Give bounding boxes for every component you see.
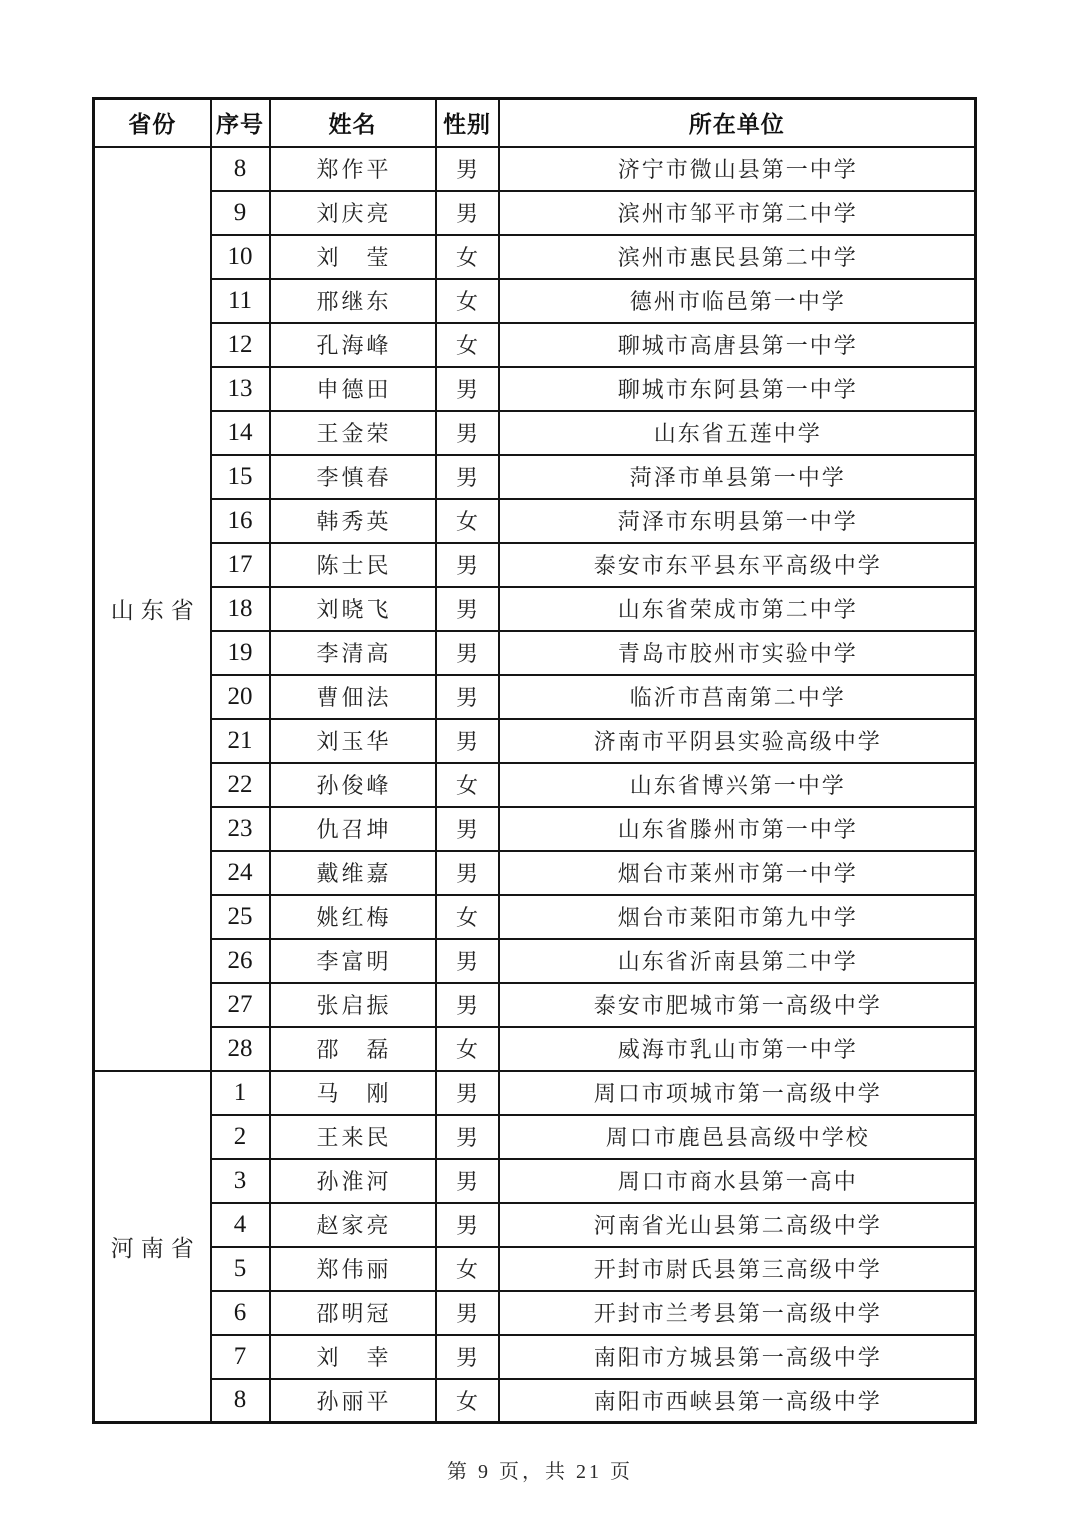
unit-cell: 菏泽市东明县第一中学	[499, 499, 976, 543]
gender-cell: 男	[436, 1071, 499, 1115]
name-cell: 孙淮河	[270, 1159, 436, 1203]
page-number-footer: 第 9 页，共 21 页	[447, 1461, 633, 1483]
unit-cell: 济南市平阴县实验高级中学	[499, 719, 976, 763]
table-row	[94, 1071, 976, 1115]
name-cell: 仇召坤	[270, 807, 436, 851]
table-row	[94, 1203, 976, 1247]
name-cell: 李慎春	[270, 455, 436, 499]
no-cell: 10	[211, 235, 270, 279]
unit-cell: 周口市鹿邑县高级中学校	[499, 1115, 976, 1159]
unit-cell: 山东省荣成市第二中学	[499, 587, 976, 631]
unit-cell: 德州市临邑第一中学	[499, 279, 976, 323]
unit-cell: 开封市尉氏县第三高级中学	[499, 1247, 976, 1291]
name-cell: 曹佃法	[270, 675, 436, 719]
name-cell: 马 刚	[270, 1071, 436, 1115]
table-row	[94, 235, 976, 279]
table-row	[94, 631, 976, 675]
table-row	[94, 367, 976, 411]
unit-cell: 山东省沂南县第二中学	[499, 939, 976, 983]
no-cell: 26	[211, 939, 270, 983]
no-cell: 7	[211, 1335, 270, 1379]
table-row	[94, 455, 976, 499]
name-cell: 刘庆亮	[270, 191, 436, 235]
name-cell: 刘 幸	[270, 1335, 436, 1379]
gender-cell: 男	[436, 367, 499, 411]
gender-cell: 女	[436, 1247, 499, 1291]
name-cell: 刘晓飞	[270, 587, 436, 631]
gender-cell: 男	[436, 631, 499, 675]
table-row	[94, 1027, 976, 1071]
name-cell: 孙俊峰	[270, 763, 436, 807]
name-cell: 刘玉华	[270, 719, 436, 763]
name-cell: 邵 磊	[270, 1027, 436, 1071]
unit-cell: 山东省滕州市第一中学	[499, 807, 976, 851]
name-cell: 姚红梅	[270, 895, 436, 939]
name-cell: 申德田	[270, 367, 436, 411]
column-header-unit: 所在单位	[499, 99, 976, 147]
gender-cell: 男	[436, 411, 499, 455]
name-cell: 王来民	[270, 1115, 436, 1159]
name-cell: 孙丽平	[270, 1379, 436, 1423]
unit-cell: 烟台市莱州市第一中学	[499, 851, 976, 895]
table-row	[94, 411, 976, 455]
no-cell: 27	[211, 983, 270, 1027]
name-cell: 刘 莹	[270, 235, 436, 279]
table-row	[94, 543, 976, 587]
unit-cell: 济宁市微山县第一中学	[499, 147, 976, 191]
table-row	[94, 1247, 976, 1291]
unit-cell: 聊城市东阿县第一中学	[499, 367, 976, 411]
unit-cell: 南阳市西峡县第一高级中学	[499, 1379, 976, 1423]
no-cell: 6	[211, 1291, 270, 1335]
gender-cell: 男	[436, 455, 499, 499]
table-row	[94, 675, 976, 719]
name-cell: 王金荣	[270, 411, 436, 455]
table-row	[94, 719, 976, 763]
roster-table	[92, 97, 977, 1424]
no-cell: 9	[211, 191, 270, 235]
column-header-province: 省份	[94, 99, 211, 147]
gender-cell: 男	[436, 587, 499, 631]
column-header-no: 序号	[211, 99, 270, 147]
table-row	[94, 499, 976, 543]
no-cell: 23	[211, 807, 270, 851]
no-cell: 2	[211, 1115, 270, 1159]
table-row	[94, 323, 976, 367]
no-cell: 19	[211, 631, 270, 675]
gender-cell: 男	[436, 939, 499, 983]
name-cell: 张启振	[270, 983, 436, 1027]
unit-cell: 河南省光山县第二高级中学	[499, 1203, 976, 1247]
gender-cell: 男	[436, 983, 499, 1027]
column-header-name: 姓名	[270, 99, 436, 147]
name-cell: 韩秀英	[270, 499, 436, 543]
table-row	[94, 1335, 976, 1379]
gender-cell: 女	[436, 763, 499, 807]
column-header-gender: 性别	[436, 99, 499, 147]
no-cell: 21	[211, 719, 270, 763]
name-cell: 邢继东	[270, 279, 436, 323]
gender-cell: 男	[436, 675, 499, 719]
province-cell: 山东省	[94, 147, 211, 1071]
table-row	[94, 191, 976, 235]
unit-cell: 山东省博兴第一中学	[499, 763, 976, 807]
gender-cell: 女	[436, 499, 499, 543]
gender-cell: 女	[436, 279, 499, 323]
gender-cell: 男	[436, 1115, 499, 1159]
table-row	[94, 851, 976, 895]
table-row	[94, 587, 976, 631]
no-cell: 25	[211, 895, 270, 939]
table-row	[94, 1115, 976, 1159]
name-cell: 赵家亮	[270, 1203, 436, 1247]
unit-cell: 威海市乳山市第一中学	[499, 1027, 976, 1071]
no-cell: 20	[211, 675, 270, 719]
gender-cell: 女	[436, 235, 499, 279]
no-cell: 17	[211, 543, 270, 587]
unit-cell: 泰安市东平县东平高级中学	[499, 543, 976, 587]
gender-cell: 男	[436, 1291, 499, 1335]
no-cell: 22	[211, 763, 270, 807]
table-row	[94, 1159, 976, 1203]
no-cell: 28	[211, 1027, 270, 1071]
name-cell: 郑伟丽	[270, 1247, 436, 1291]
no-cell: 14	[211, 411, 270, 455]
no-cell: 11	[211, 279, 270, 323]
table-row	[94, 1291, 976, 1335]
no-cell: 1	[211, 1071, 270, 1115]
table-row	[94, 1379, 976, 1423]
unit-cell: 烟台市莱阳市第九中学	[499, 895, 976, 939]
gender-cell: 女	[436, 323, 499, 367]
table-row	[94, 939, 976, 983]
unit-cell: 菏泽市单县第一中学	[499, 455, 976, 499]
gender-cell: 男	[436, 543, 499, 587]
gender-cell: 男	[436, 807, 499, 851]
gender-cell: 男	[436, 1335, 499, 1379]
unit-cell: 青岛市胶州市实验中学	[499, 631, 976, 675]
gender-cell: 女	[436, 1027, 499, 1071]
unit-cell: 临沂市莒南第二中学	[499, 675, 976, 719]
name-cell: 孔海峰	[270, 323, 436, 367]
gender-cell: 男	[436, 147, 499, 191]
name-cell: 陈士民	[270, 543, 436, 587]
table-row	[94, 763, 976, 807]
gender-cell: 男	[436, 1203, 499, 1247]
no-cell: 8	[211, 147, 270, 191]
no-cell: 5	[211, 1247, 270, 1291]
unit-cell: 南阳市方城县第一高级中学	[499, 1335, 976, 1379]
gender-cell: 女	[436, 895, 499, 939]
unit-cell: 开封市兰考县第一高级中学	[499, 1291, 976, 1335]
name-cell: 戴维嘉	[270, 851, 436, 895]
no-cell: 16	[211, 499, 270, 543]
gender-cell: 男	[436, 851, 499, 895]
name-cell: 李富明	[270, 939, 436, 983]
roster-table-body	[94, 147, 976, 1423]
header-row	[94, 99, 976, 147]
no-cell: 18	[211, 587, 270, 631]
table-row	[94, 895, 976, 939]
unit-cell: 滨州市惠民县第二中学	[499, 235, 976, 279]
unit-cell: 周口市商水县第一高中	[499, 1159, 976, 1203]
no-cell: 3	[211, 1159, 270, 1203]
no-cell: 12	[211, 323, 270, 367]
gender-cell: 男	[436, 719, 499, 763]
unit-cell: 山东省五莲中学	[499, 411, 976, 455]
no-cell: 8	[211, 1379, 270, 1423]
no-cell: 15	[211, 455, 270, 499]
unit-cell: 聊城市高唐县第一中学	[499, 323, 976, 367]
unit-cell: 周口市项城市第一高级中学	[499, 1071, 976, 1115]
no-cell: 13	[211, 367, 270, 411]
unit-cell: 滨州市邹平市第二中学	[499, 191, 976, 235]
name-cell: 邵明冠	[270, 1291, 436, 1335]
gender-cell: 男	[436, 191, 499, 235]
gender-cell: 男	[436, 1159, 499, 1203]
province-cell: 河南省	[94, 1071, 211, 1423]
table-row	[94, 147, 976, 191]
table-row	[94, 279, 976, 323]
name-cell: 郑作平	[270, 147, 436, 191]
table-row	[94, 807, 976, 851]
table-row	[94, 983, 976, 1027]
unit-cell: 泰安市肥城市第一高级中学	[499, 983, 976, 1027]
name-cell: 李清高	[270, 631, 436, 675]
no-cell: 4	[211, 1203, 270, 1247]
gender-cell: 女	[436, 1379, 499, 1423]
no-cell: 24	[211, 851, 270, 895]
